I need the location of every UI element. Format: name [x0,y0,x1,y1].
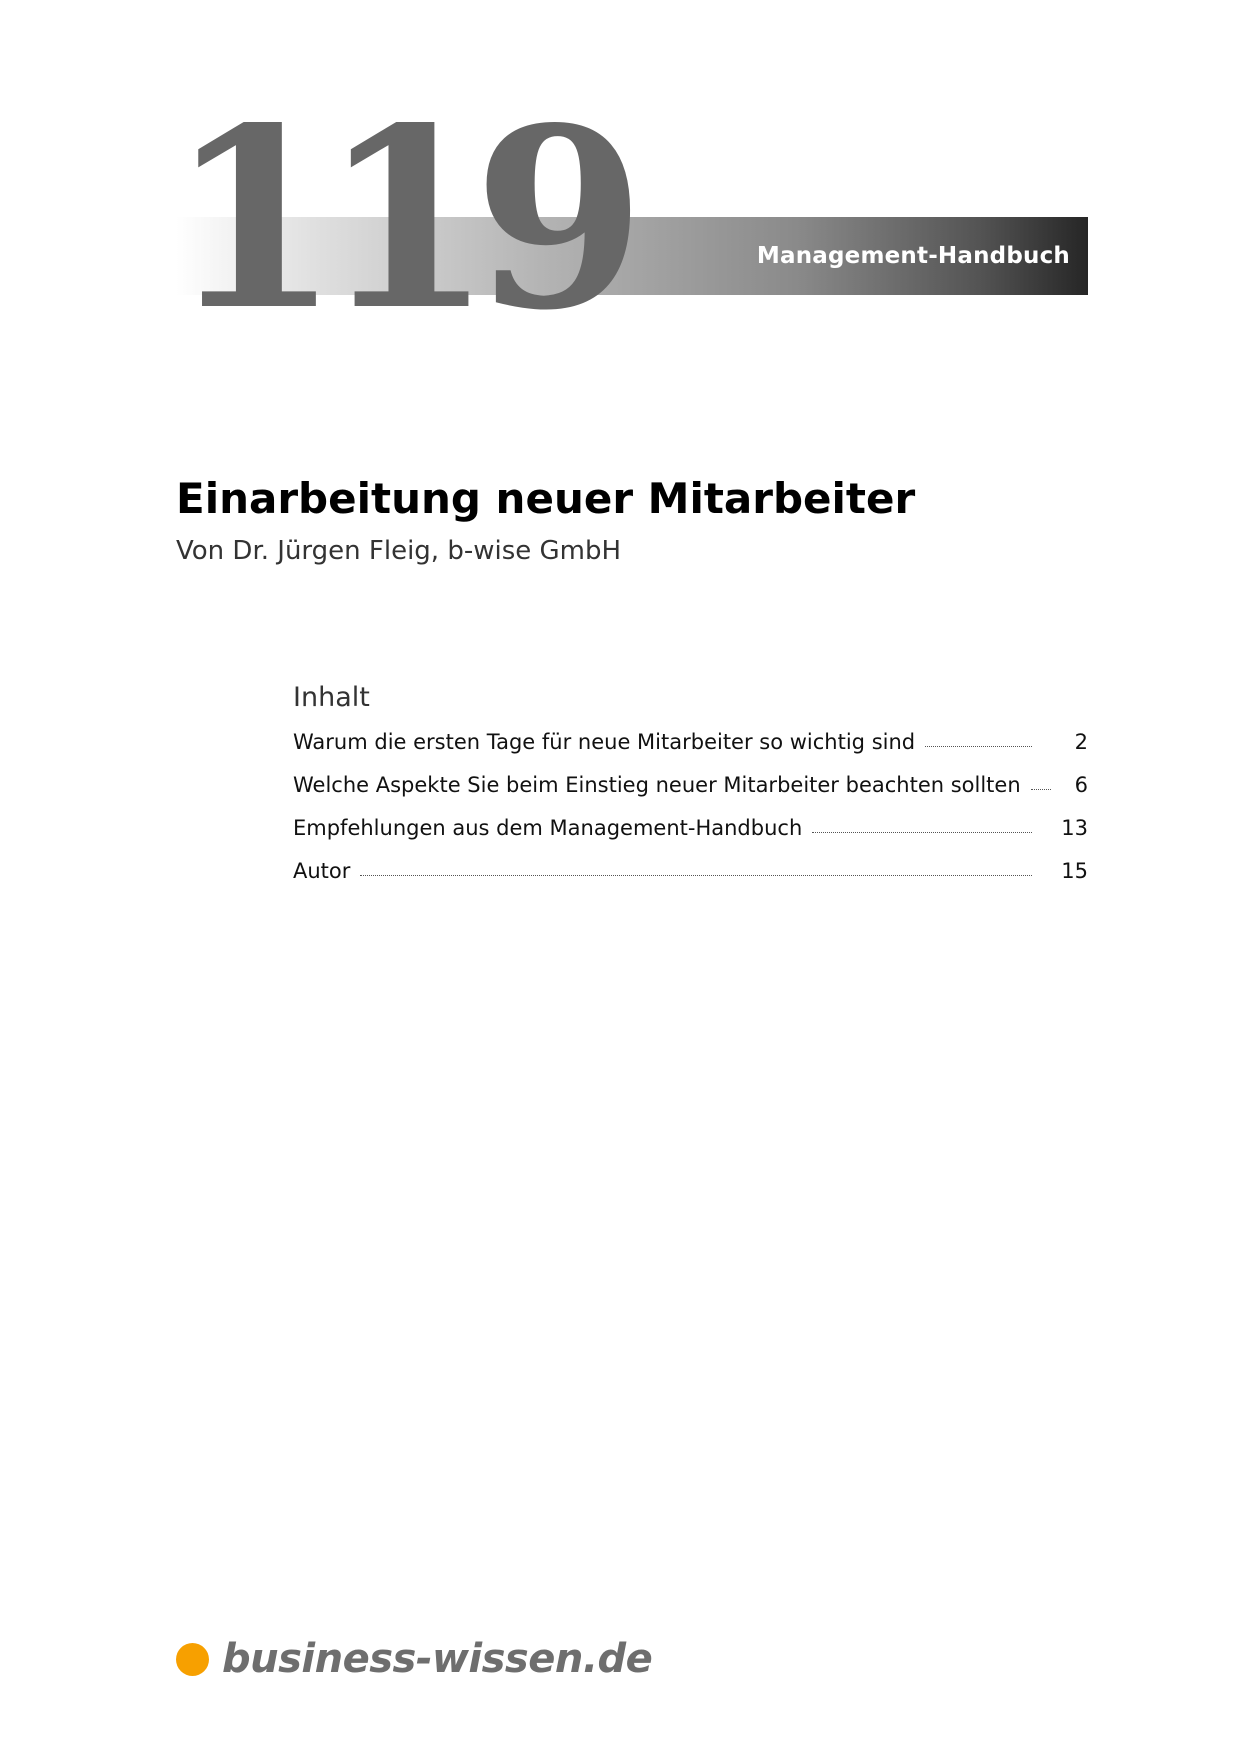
toc-entry-label: Welche Aspekte Sie beim Einstieg neuer Mitarbeiter beachten sollten [293,773,1021,797]
toc-dot-leader [925,746,1032,747]
toc-entry-label: Autor [293,859,351,883]
toc-dot-leader [360,875,1032,876]
toc-entry[interactable] [293,859,1088,902]
toc-entry[interactable] [293,730,1088,773]
toc-dot-leader [812,832,1032,833]
document-title: Einarbeitung neuer Mitarbeiter [176,474,916,523]
toc-entry[interactable] [293,816,1088,859]
toc-entry-page: 15 [1061,859,1088,883]
toc-entry[interactable] [293,773,1088,816]
toc-entry-label: Empfehlungen aus dem Management-Handbuch [293,816,803,840]
logo-text: business-wissen.de [222,1636,653,1682]
footer-logo [176,1636,652,1682]
toc-heading: Inhalt [293,682,370,713]
toc-dot-leader [1031,789,1051,790]
issue-number: 119 [168,74,626,365]
toc-entry-page: 6 [1074,773,1088,797]
toc-entry-label: Warum die ersten Tage für neue Mitarbeiter so wichtig sind [293,730,916,754]
series-title: Management-Handbuch [756,243,1070,269]
logo-dot-icon [176,1643,209,1676]
document-byline: Von Dr. Jürgen Fleig, b-wise GmbH [176,536,622,566]
toc-entry-page: 2 [1074,730,1088,754]
toc-entry-page: 13 [1061,816,1088,840]
table-of-contents [293,680,1088,902]
